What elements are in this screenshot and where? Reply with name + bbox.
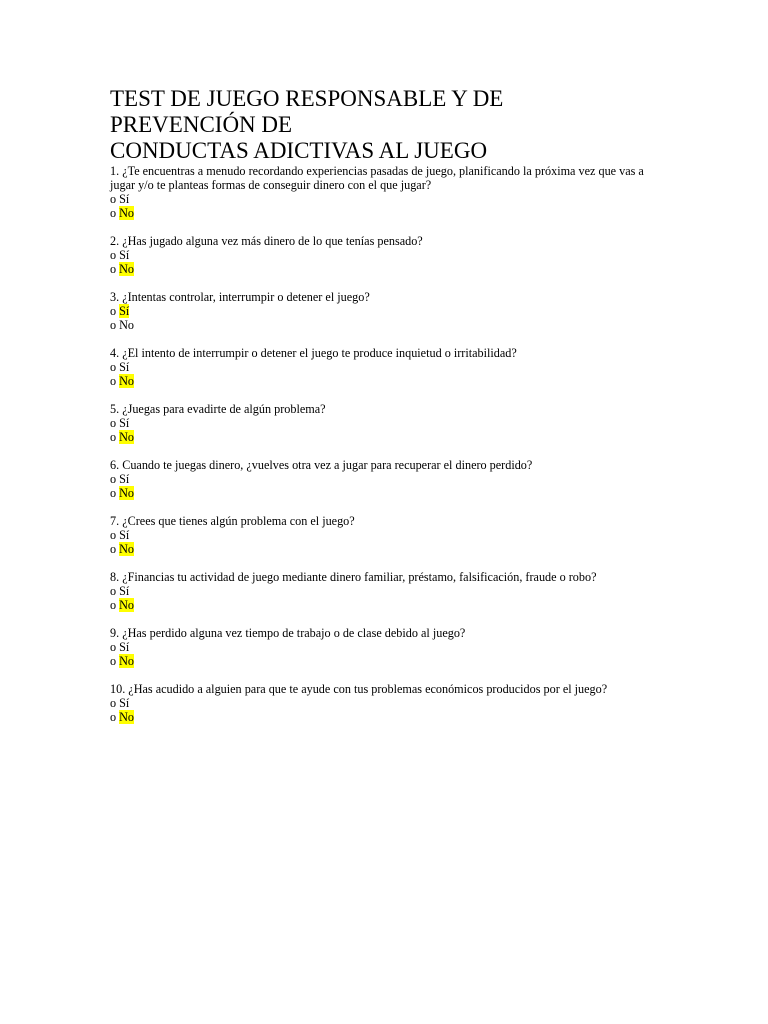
- question-list: [110, 164, 700, 724]
- option-label: Sí: [119, 248, 130, 262]
- option-no: [110, 710, 700, 724]
- option-si: [110, 192, 700, 206]
- title-line-2: PREVENCIÓN DE: [110, 112, 293, 137]
- option-label: Sí: [119, 584, 130, 598]
- question-4: [110, 346, 700, 388]
- option-label: Sí: [119, 640, 130, 654]
- option-label: No: [119, 206, 134, 220]
- option-bullet: o: [110, 430, 117, 444]
- option-bullet: o: [110, 206, 117, 220]
- question-text: 3. ¿Intentas controlar, interrumpir o detener el juego?: [110, 290, 370, 304]
- option-bullet: o: [110, 640, 117, 654]
- option-label: Sí: [119, 416, 130, 430]
- option-no: [110, 542, 700, 556]
- question-2: [110, 234, 700, 276]
- option-label: No: [119, 374, 134, 388]
- option-si: [110, 248, 700, 262]
- option-label: No: [119, 542, 134, 556]
- option-bullet: o: [110, 416, 117, 430]
- option-bullet: o: [110, 360, 117, 374]
- question-3: [110, 290, 700, 332]
- option-bullet: o: [110, 192, 117, 206]
- option-no: [110, 430, 700, 444]
- option-bullet: o: [110, 472, 117, 486]
- question-text: 8. ¿Financias tu actividad de juego mediante dinero familiar, préstamo, falsificación, fraude o robo?: [110, 570, 597, 584]
- question-text: 2. ¿Has jugado alguna vez más dinero de lo que tenías pensado?: [110, 234, 423, 248]
- option-si: [110, 360, 700, 374]
- option-si: [110, 640, 700, 654]
- question-5: [110, 402, 700, 444]
- option-label: Sí: [119, 472, 130, 486]
- option-si: [110, 584, 700, 598]
- option-bullet: o: [110, 262, 117, 276]
- question-9: [110, 626, 700, 668]
- option-si: [110, 528, 700, 542]
- question-text: 4. ¿El intento de interrumpir o detener el juego te produce inquietud o irritabilidad?: [110, 346, 517, 360]
- option-label: Sí: [119, 192, 130, 206]
- option-si: [110, 696, 700, 710]
- option-bullet: o: [110, 304, 117, 318]
- option-label: No: [119, 598, 134, 612]
- option-bullet: o: [110, 598, 117, 612]
- option-si: [110, 472, 700, 486]
- option-bullet: o: [110, 654, 117, 668]
- question-7: [110, 514, 700, 556]
- question-text: 10. ¿Has acudido a alguien para que te ayude con tus problemas económicos producidos por el juego?: [110, 682, 608, 696]
- option-bullet: o: [110, 374, 117, 388]
- option-label: No: [119, 654, 134, 668]
- option-bullet: o: [110, 542, 117, 556]
- option-no: [110, 262, 700, 276]
- question-text: 9. ¿Has perdido alguna vez tiempo de trabajo o de clase debido al juego?: [110, 626, 466, 640]
- question-text: 1. ¿Te encuentras a menudo recordando experiencias pasadas de juego, planificando la próxima vez que vas a jugar y/o te planteas formas de conseguir dinero con el que jugar?: [110, 164, 644, 192]
- option-bullet: o: [110, 696, 117, 710]
- option-no: [110, 654, 700, 668]
- option-bullet: o: [110, 710, 117, 724]
- title-line-1: TEST DE JUEGO RESPONSABLE Y DE: [110, 86, 504, 111]
- option-no: [110, 486, 700, 500]
- option-label: No: [119, 710, 134, 724]
- option-no: [110, 598, 700, 612]
- option-si: [110, 416, 700, 430]
- option-label: Sí: [119, 696, 130, 710]
- option-bullet: o: [110, 584, 117, 598]
- document-title: [110, 86, 700, 164]
- option-no: [110, 318, 700, 332]
- option-label: Sí: [119, 528, 130, 542]
- option-label: Sí: [119, 360, 130, 374]
- question-text: 6. Cuando te juegas dinero, ¿vuelves otra vez a jugar para recuperar el dinero perdido?: [110, 458, 533, 472]
- option-label: No: [119, 430, 134, 444]
- question-text: 5. ¿Juegas para evadirte de algún problema?: [110, 402, 326, 416]
- option-no: [110, 206, 700, 220]
- question-6: [110, 458, 700, 500]
- question-10: [110, 682, 700, 724]
- title-line-3: CONDUCTAS ADICTIVAS AL JUEGO: [110, 138, 488, 163]
- document-page: [110, 86, 700, 738]
- option-label: No: [119, 486, 134, 500]
- question-1: [110, 164, 700, 220]
- option-label: Sí: [119, 304, 130, 318]
- option-label: No: [119, 318, 134, 332]
- option-bullet: o: [110, 248, 117, 262]
- option-no: [110, 374, 700, 388]
- question-text: 7. ¿Crees que tienes algún problema con el juego?: [110, 514, 355, 528]
- option-bullet: o: [110, 528, 117, 542]
- option-bullet: o: [110, 486, 117, 500]
- question-8: [110, 570, 700, 612]
- option-bullet: o: [110, 318, 117, 332]
- option-si: [110, 304, 700, 318]
- option-label: No: [119, 262, 134, 276]
